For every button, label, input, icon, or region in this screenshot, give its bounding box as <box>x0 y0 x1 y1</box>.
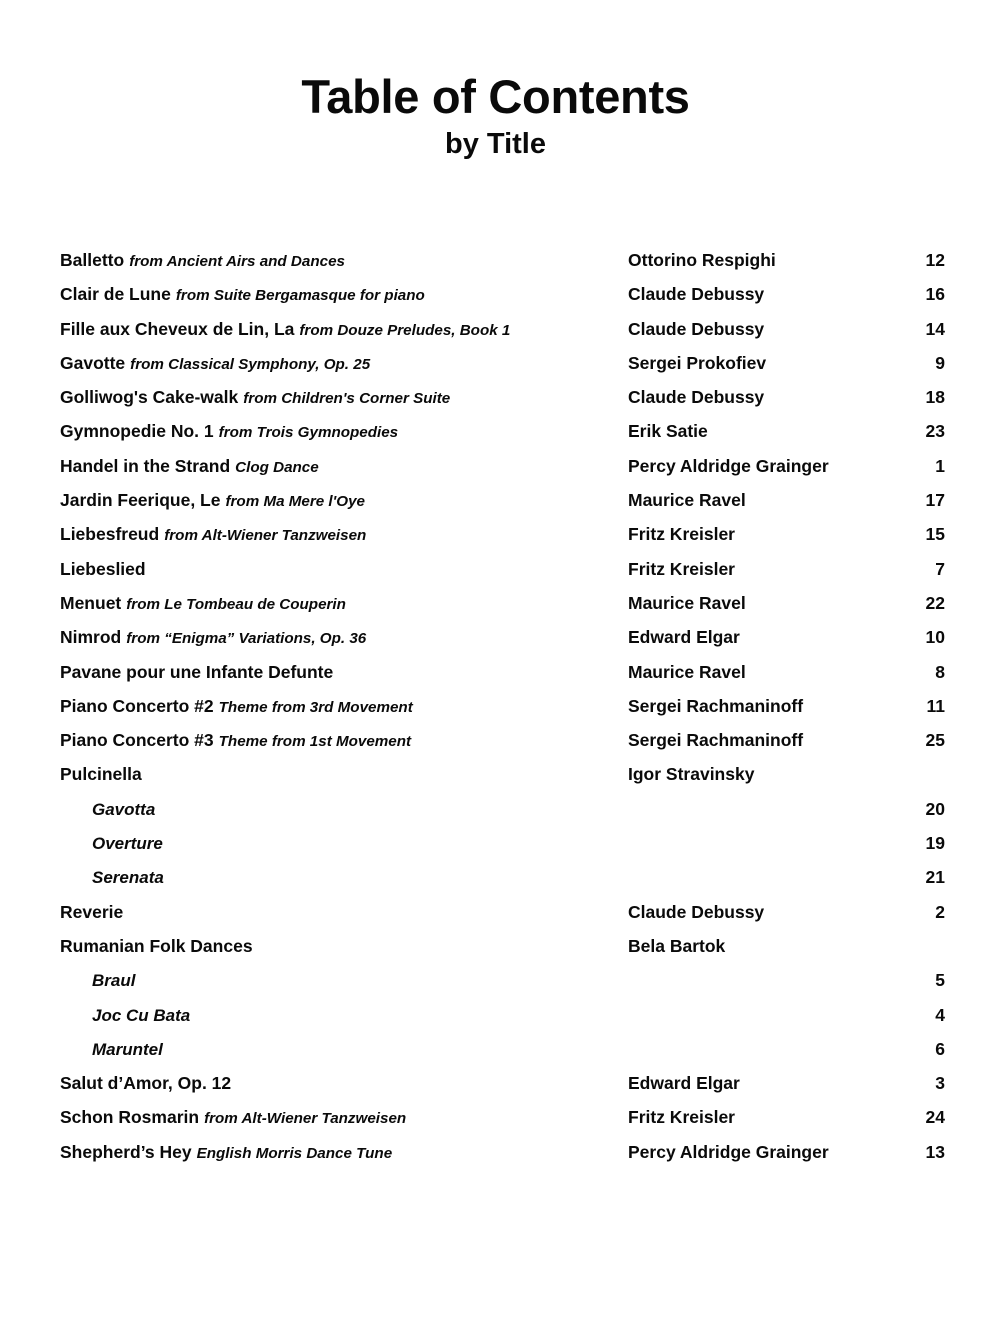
entry-subtitle: Theme from 3rd Movement <box>218 698 413 716</box>
entry-composer: Claude Debussy <box>628 318 765 339</box>
table-row <box>0 869 991 903</box>
entry-page-number: 10 <box>925 627 945 648</box>
work-entry <box>60 592 346 613</box>
entry-page-number: 11 <box>926 695 945 716</box>
entry-title: Handel in the Strand <box>60 455 231 476</box>
page-title <box>0 72 991 164</box>
table-row <box>0 455 991 492</box>
entry-title: Overture <box>92 834 163 854</box>
entry-subtitle: from Ma Mere l'Oye <box>225 493 365 511</box>
entry-title: Golliwog's Cake-walk <box>60 387 239 408</box>
work-entry <box>60 1141 393 1162</box>
table-row <box>0 1038 991 1075</box>
entry-composer: Fritz Kreisler <box>628 558 735 579</box>
entry-page-number: 13 <box>925 1141 945 1162</box>
entry-page-number: 23 <box>925 421 945 442</box>
work-entry <box>60 695 413 716</box>
table-row <box>0 935 991 972</box>
entry-composer: Sergei Rachmaninoff <box>628 695 804 716</box>
table-row <box>0 389 991 423</box>
entry-title: Gavotta <box>92 799 156 819</box>
entry-subtitle: from Children's Corner Suite <box>243 390 451 408</box>
work-entry <box>60 661 334 682</box>
entry-page-number: 20 <box>925 798 945 819</box>
entry-subtitle: from Douze Preludes, Book 1 <box>299 321 511 339</box>
entry-title: Serenata <box>92 868 164 888</box>
table-row <box>0 661 991 698</box>
work-entry <box>60 901 124 922</box>
table-row <box>0 423 991 457</box>
entry-subtitle: from Le Tombeau de Couperin <box>126 595 346 613</box>
entry-composer: Ottorino Respighi <box>628 250 776 270</box>
entry-page-number: 4 <box>935 1004 945 1025</box>
entry-title: Braul <box>92 971 136 991</box>
entry-subtitle: from Trois Gymnopedies <box>218 424 399 442</box>
entry-subtitle: from “Enigma” Variations, Op. 36 <box>126 630 367 648</box>
entry-page-number: 22 <box>925 592 945 613</box>
entry-page-number: 15 <box>925 524 945 545</box>
work-entry <box>60 318 511 339</box>
entry-composer: Percy Aldridge Grainger <box>628 1141 829 1162</box>
work-entry <box>60 526 366 544</box>
entry-title: Balletto <box>60 250 125 270</box>
table-row <box>0 1141 991 1178</box>
entry-page-number: 1 <box>935 455 945 476</box>
entry-composer: Maurice Ravel <box>628 661 746 682</box>
entry-title: Gavotte <box>60 352 126 373</box>
page-title-subtitle: by Title <box>445 127 546 160</box>
entry-composer: Claude Debussy <box>628 284 765 305</box>
table-row <box>0 972 991 1006</box>
entry-subtitle: Theme from 1st Movement <box>218 733 412 751</box>
entry-page-number: 14 <box>925 318 945 339</box>
work-entry <box>60 766 142 784</box>
entry-composer: Claude Debussy <box>628 387 765 408</box>
entry-title: Shepherd’s Hey <box>60 1141 192 1162</box>
work-entry <box>60 935 253 956</box>
entry-title: Pulcinella <box>60 764 142 785</box>
table-row <box>0 286 991 320</box>
entry-page-number: 3 <box>935 1073 945 1094</box>
entry-page-number: 17 <box>925 490 945 511</box>
table-row <box>0 252 991 286</box>
entry-subtitle: English Morris Dance Tune <box>196 1144 393 1162</box>
table-row <box>0 798 991 835</box>
entry-title: Schon Rosmarin <box>60 1107 200 1128</box>
work-entry <box>60 423 398 441</box>
entry-page-number: 5 <box>935 970 945 991</box>
table-row <box>0 592 991 629</box>
entry-title: Nimrod <box>60 627 122 648</box>
entry-composer: Fritz Kreisler <box>628 1107 735 1128</box>
entry-subtitle: from Ancient Airs and Dances <box>129 253 345 270</box>
entry-title: Pavane pour une Infante Defunte <box>60 661 334 682</box>
entry-composer: Percy Aldridge Grainger <box>628 455 829 476</box>
work-entry <box>60 1075 231 1093</box>
entry-composer: Sergei Prokofiev <box>628 352 767 373</box>
contents-list <box>0 252 991 1178</box>
table-row <box>0 492 991 526</box>
work-entry <box>60 558 146 579</box>
entry-page-number: 18 <box>925 387 945 408</box>
table-row <box>0 558 991 595</box>
table-row <box>0 766 991 800</box>
entry-composer: Fritz Kreisler <box>628 524 735 545</box>
table-row <box>0 526 991 560</box>
entry-composer: Claude Debussy <box>628 901 765 922</box>
table-row <box>0 318 991 355</box>
entry-title: Salut d’Amor, Op. 12 <box>60 1073 232 1094</box>
entry-title: Reverie <box>60 901 124 922</box>
table-row <box>0 695 991 732</box>
entry-composer: Maurice Ravel <box>628 592 746 613</box>
entry-title: Joc Cu Bata <box>92 1005 191 1025</box>
table-row <box>0 629 991 663</box>
entry-composer: Bela Bartok <box>628 935 726 956</box>
entry-composer: Edward Elgar <box>628 1073 740 1094</box>
work-entry <box>60 492 365 510</box>
entry-title: Liebesfreud <box>60 524 160 545</box>
page-title-main: Table of Contents <box>301 70 690 123</box>
entry-page-number: 21 <box>925 867 945 888</box>
table-row <box>0 352 991 389</box>
entry-title: Rumanian Folk Dances <box>60 935 253 956</box>
work-entry <box>60 455 319 476</box>
entry-subtitle: Clog Dance <box>235 458 319 476</box>
entry-title: Piano Concerto #2 <box>60 695 214 716</box>
entry-subtitle: from Classical Symphony, Op. 25 <box>130 355 371 373</box>
entry-title: Maruntel <box>92 1039 163 1059</box>
movement-entry <box>92 1007 190 1025</box>
entry-composer: Igor Stravinsky <box>628 764 755 785</box>
entry-composer: Edward Elgar <box>628 627 740 648</box>
movement-entry <box>92 869 164 887</box>
work-entry <box>60 629 366 647</box>
entry-title: Clair de Lune <box>60 284 171 305</box>
movement-entry <box>92 972 135 990</box>
work-entry <box>60 1109 406 1127</box>
entry-page-number: 16 <box>925 284 945 305</box>
work-entry <box>60 732 411 750</box>
entry-title: Liebeslied <box>60 558 146 579</box>
entry-title: Piano Concerto #3 <box>60 730 214 751</box>
entry-page-number: 24 <box>925 1107 945 1128</box>
entry-page-number: 19 <box>925 833 945 854</box>
entry-subtitle: from Alt-Wiener Tanzweisen <box>164 527 367 545</box>
entry-title: Fille aux Cheveux de Lin, La <box>60 318 295 339</box>
entry-page-number: 9 <box>935 352 945 373</box>
table-row <box>0 835 991 869</box>
movement-entry <box>92 801 155 819</box>
entry-subtitle: from Suite Bergamasque for piano <box>175 287 425 305</box>
entry-page-number: 25 <box>925 730 945 751</box>
entry-page-number: 8 <box>935 661 945 682</box>
work-entry <box>60 252 345 270</box>
entry-title: Menuet <box>60 592 122 613</box>
entry-page-number: 6 <box>935 1038 945 1059</box>
entry-title: Jardin Feerique, Le <box>60 490 221 511</box>
entry-title: Gymnopedie No. 1 <box>60 421 214 442</box>
entry-composer: Sergei Rachmaninoff <box>628 730 804 751</box>
table-row <box>0 1004 991 1041</box>
entry-composer: Erik Satie <box>628 421 708 442</box>
entry-page-number: 2 <box>935 901 945 922</box>
entry-composer: Maurice Ravel <box>628 490 746 511</box>
work-entry <box>60 389 450 407</box>
table-row <box>0 732 991 766</box>
entry-page-number: 12 <box>925 250 945 270</box>
movement-entry <box>92 835 163 853</box>
movement-entry <box>92 1041 163 1059</box>
work-entry <box>60 352 371 373</box>
work-entry <box>60 286 425 304</box>
table-row <box>0 1075 991 1109</box>
entry-subtitle: from Alt-Wiener Tanzweisen <box>204 1110 407 1128</box>
table-row <box>0 1109 991 1143</box>
table-row <box>0 901 991 938</box>
entry-page-number: 7 <box>935 558 945 579</box>
